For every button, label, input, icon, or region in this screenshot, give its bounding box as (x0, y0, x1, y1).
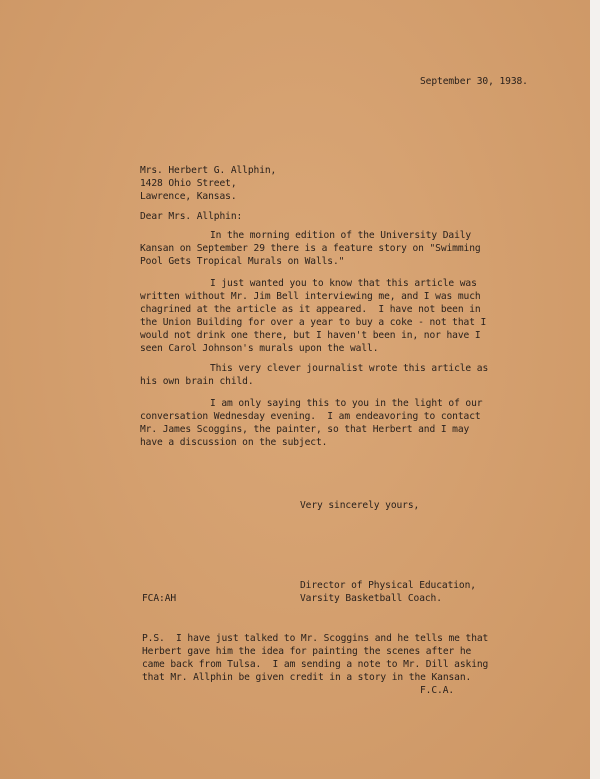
paragraph-line: his own brain child. (140, 376, 254, 387)
paragraph-line: Mr. James Scoggins, the painter, so that Herbert and I may (140, 424, 470, 435)
paragraph-line: conversation Wednesday evening. I am endeavoring to contact (140, 411, 481, 422)
postscript-line: P.S. I have just talked to Mr. Scoggins and he tells me that (142, 633, 489, 644)
paragraph-line: In the morning edition of the University Daily (210, 230, 472, 241)
paragraph-line: This very clever journalist wrote this article as (210, 363, 489, 374)
signature-title-line: Director of Physical Education, (300, 580, 476, 591)
paragraph-line: seen Carol Johnson's murals upon the wall. (140, 343, 379, 354)
paragraph-line: Kansan on September 29 there is a feature story on "Swimming (140, 243, 481, 254)
paragraph-line: chagrined at the article as it appeared. I have not been in (140, 304, 481, 315)
paragraph-line: have a discussion on the subject. (140, 437, 328, 448)
letter-date: September 30, 1938. (420, 76, 528, 87)
paragraph-line: Pool Gets Tropical Murals on Walls." (140, 256, 345, 267)
scan-edge (590, 0, 600, 779)
postscript-signoff: F.C.A. (420, 685, 455, 696)
paragraph-line: written without Mr. Jim Bell interviewing me, and I was much (140, 291, 481, 302)
postscript-line: Herbert gave him the idea for painting the scenes after he (142, 646, 472, 657)
paragraph-line: I am only saying this to you in the light of our (210, 398, 483, 409)
postscript-line: that Mr. Allphin be given credit in a story in the Kansan. (142, 672, 472, 683)
signature-title-line: Varsity Basketball Coach. (300, 593, 442, 604)
recipient-city: Lawrence, Kansas. (140, 191, 237, 202)
reference-initials: FCA:AH (142, 593, 177, 604)
paragraph-line: I just wanted you to know that this article was (210, 278, 477, 289)
closing: Very sincerely yours, (300, 500, 420, 511)
paragraph-line: would not drink one there, but I haven't been in, nor have I (140, 330, 481, 341)
paragraph-line: the Union Building for over a year to buy a coke - not that I (140, 317, 487, 328)
recipient-name: Mrs. Herbert G. Allphin, (140, 165, 277, 176)
recipient-street: 1428 Ohio Street, (140, 178, 237, 189)
salutation: Dear Mrs. Allphin: (140, 211, 243, 222)
postscript-line: came back from Tulsa. I am sending a note to Mr. Dill asking (142, 659, 489, 670)
